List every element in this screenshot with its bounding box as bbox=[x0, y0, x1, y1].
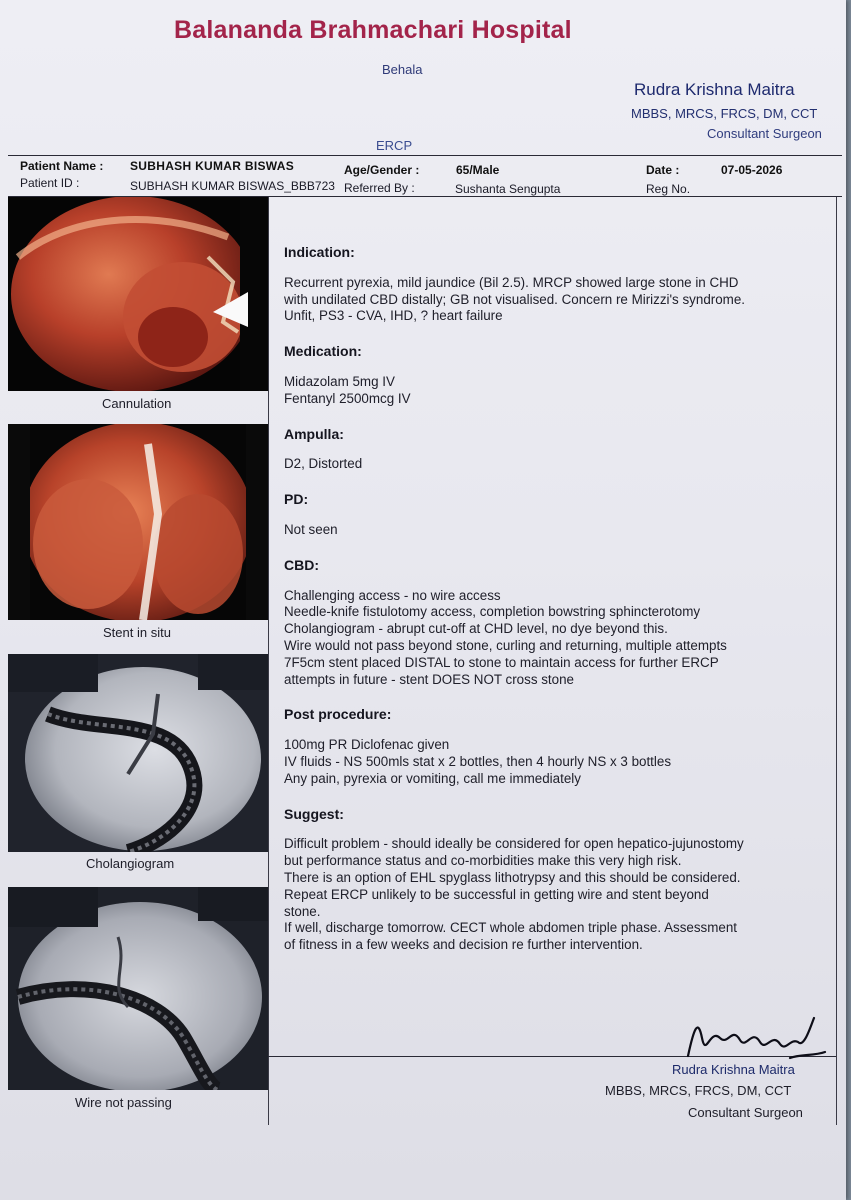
report-body bbox=[284, 244, 829, 972]
doctor-role: Consultant Surgeon bbox=[707, 126, 822, 141]
section-body-pd: Not seen bbox=[284, 521, 338, 537]
doctor-qualifications: MBBS, MRCS, FRCS, DM, CCT bbox=[631, 106, 818, 121]
image-caption-cholangiogram: Cholangiogram bbox=[86, 856, 175, 871]
endoscopy-image-cannulation bbox=[8, 197, 268, 391]
patient-id: SUBHASH KUMAR BISWAS_BBB723 bbox=[130, 179, 335, 193]
section-title-indication: Indication: bbox=[284, 244, 355, 260]
signature-qualifications: MBBS, MRCS, FRCS, DM, CCT bbox=[605, 1083, 792, 1098]
image-caption-stent: Stent in situ bbox=[103, 625, 171, 640]
section-title-post-procedure: Post procedure: bbox=[284, 706, 392, 723]
endoscopy-image-stent bbox=[8, 424, 268, 620]
patient-name-label: Patient Name : bbox=[20, 159, 104, 173]
image-caption-cannulation: Cannulation bbox=[102, 396, 172, 411]
section-body-indication: Recurrent pyrexia, mild jaundice (Bil 2.5). MRCP showed large stone in CHD with undilated CBD distally; GB not visualised. Concern re Mirizzi's syndrome. Unfit, PS3 - CVA, IHD, ? heart failure bbox=[284, 274, 745, 324]
image-caption-wire: Wire not passing bbox=[75, 1095, 172, 1110]
hospital-name: Balananda Brahmachari Hospital bbox=[174, 16, 572, 44]
section-body-cbd: Challenging access - no wire access Needle-knife fistulotomy access, completion bowstring sphincterotomy Cholangiogram - abrupt cut-off at CHD level, no dye beyond this. Wire would not pass beyond stone, curling and returning, multiple attempts 7F5cm stent placed DISTAL to stone to maintain access for further ERCP attempts in future - stent DOES NOT cross stone bbox=[284, 587, 727, 687]
referred-by: Sushanta Sengupta bbox=[455, 182, 561, 196]
section-body-ampulla: D2, Distorted bbox=[284, 456, 363, 472]
hospital-location: Behala bbox=[382, 62, 423, 77]
date-label: Date : bbox=[646, 163, 680, 177]
section-title-cbd: CBD: bbox=[284, 556, 319, 573]
info-top-rule bbox=[8, 155, 842, 156]
referred-by-label: Referred By : bbox=[344, 181, 415, 195]
section-title-suggest: Suggest: bbox=[284, 805, 344, 822]
section-body-post-procedure: 100mg PR Diclofenac given IV fluids - NS 500mls stat x 2 bottles, then 4 hourly NS x 3 bottles Any pain, pyrexia or vomiting, call me immediately bbox=[284, 737, 672, 786]
report-date: 07-05-2026 bbox=[721, 163, 783, 177]
section-body-suggest: Difficult problem - should ideally be considered for open hepatico-jujunostomy but performance status and co-morbidities make this very high risk. There is an option of EHL spyglass lithotrypsy and this should be considered. Repeat ERCP unlikely to be successful in getting wire and stent beyond stone. If well, discharge tomorrow. CECT whole abdomen triple phase. Assessment of fitness in a few weeks and decision re further intervention. bbox=[284, 836, 744, 953]
signature-role: Consultant Surgeon bbox=[688, 1105, 803, 1120]
right-border bbox=[836, 197, 837, 1125]
handwritten-signature bbox=[680, 1008, 830, 1070]
patient-id-label: Patient ID : bbox=[20, 176, 80, 190]
age-gender: 65/Male bbox=[456, 163, 500, 177]
section-title-medication: Medication: bbox=[284, 343, 362, 360]
section-title-pd: PD: bbox=[284, 491, 309, 508]
age-gender-label: Age/Gender : bbox=[344, 163, 420, 177]
patient-name: SUBHASH KUMAR BISWAS bbox=[130, 159, 295, 173]
section-title-ampulla: Ampulla: bbox=[284, 425, 344, 442]
signature-name: Rudra Krishna Maitra bbox=[672, 1062, 795, 1077]
procedure-title: ERCP bbox=[376, 138, 413, 153]
column-divider bbox=[268, 197, 269, 1125]
reg-no-label: Reg No. bbox=[646, 182, 691, 196]
section-body-medication: Midazolam 5mg IV Fentanyl 2500mcg IV bbox=[284, 373, 411, 406]
doctor-name: Rudra Krishna Maitra bbox=[634, 80, 795, 99]
fluoroscopy-image-cholangiogram bbox=[8, 654, 268, 852]
fluoroscopy-image-wire bbox=[8, 887, 268, 1090]
